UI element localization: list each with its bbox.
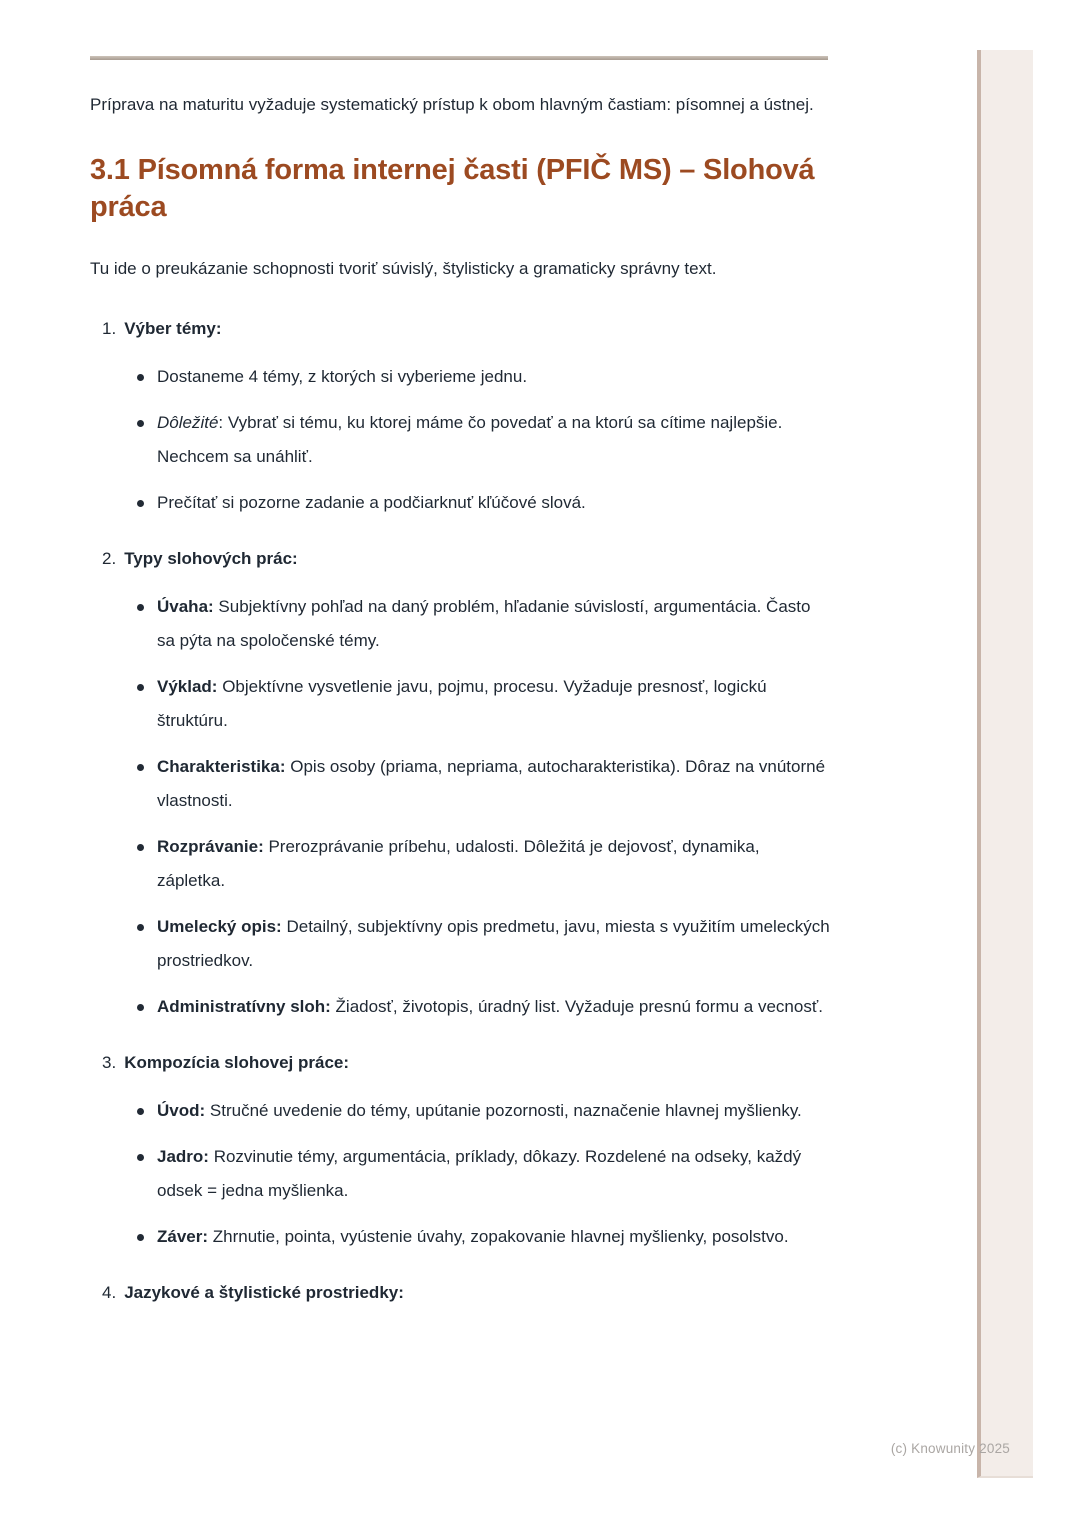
bullet-lead: Charakteristika: bbox=[157, 757, 286, 776]
bullet-text: Výklad: Objektívne vysvetlenie javu, pojmu, procesu. Vyžaduje presnosť, logickú štruktúru. bbox=[157, 677, 767, 730]
bullet-text: Úvod: Stručné uvedenie do témy, upútanie pozornosti, naznačenie hlavnej myšlienky. bbox=[157, 1101, 802, 1120]
bullet-list bbox=[90, 360, 831, 520]
list-item bbox=[90, 990, 831, 1024]
bullet-lead: Úvaha: bbox=[157, 597, 214, 616]
bullet-icon bbox=[137, 1108, 144, 1115]
bullet-icon bbox=[137, 1234, 144, 1241]
numbered-item bbox=[90, 1276, 831, 1310]
list-item bbox=[90, 360, 831, 394]
list-item bbox=[90, 1140, 831, 1208]
bullet-lead: Úvod: bbox=[157, 1101, 206, 1120]
numbered-item-header bbox=[90, 1046, 831, 1080]
list-item bbox=[90, 590, 831, 658]
bullet-lead: Umelecký opis: bbox=[157, 917, 282, 936]
bullet-icon bbox=[137, 500, 144, 507]
numbered-item bbox=[90, 1046, 831, 1254]
list-number: 1. bbox=[102, 319, 117, 338]
bullet-icon bbox=[137, 1154, 144, 1161]
bullet-icon bbox=[137, 684, 144, 691]
bullet-lead: Jadro: bbox=[157, 1147, 209, 1166]
section-description: Tu ide o preukázanie schopnosti tvoriť súvislý, štylisticky a gramaticky správny text. bbox=[90, 259, 717, 278]
bullet-list bbox=[90, 590, 831, 1024]
document-page bbox=[90, 56, 831, 1310]
watermark: (c) Knowunity 2025 bbox=[890, 1441, 1010, 1456]
list-item bbox=[90, 1094, 831, 1128]
top-divider bbox=[90, 56, 828, 60]
list-item bbox=[90, 1220, 831, 1254]
bullet-text: Úvaha: Subjektívny pohľad na daný problém, hľadanie súvislostí, argumentácia. Často sa pýta na spoločenské témy. bbox=[157, 597, 811, 650]
bullet-icon bbox=[137, 420, 144, 427]
list-item bbox=[90, 670, 831, 738]
numbered-item-header bbox=[90, 542, 831, 576]
bullet-text: Záver: Zhrnutie, pointa, vyústenie úvahy, zopakovanie hlavnej myšlienky, posolstvo. bbox=[157, 1227, 789, 1246]
bullet-text: Dôležité: Vybrať si tému, ku ktorej máme čo povedať a na ktorú sa cítime najlepšie. Nechcem sa unáhliť. bbox=[157, 413, 783, 466]
bullet-icon bbox=[137, 924, 144, 931]
bullet-icon bbox=[137, 764, 144, 771]
numbered-item bbox=[90, 542, 831, 1024]
list-item bbox=[90, 486, 831, 520]
list-item-title: Typy slohových prác: bbox=[124, 549, 298, 568]
list-item bbox=[90, 910, 831, 978]
list-number: 3. bbox=[102, 1053, 117, 1072]
bullet-icon bbox=[137, 844, 144, 851]
bullet-lead: Záver: bbox=[157, 1227, 209, 1246]
page-edge-strip bbox=[977, 50, 1033, 1478]
bullet-text: Rozprávanie: Prerozprávanie príbehu, udalosti. Dôležitá je dejovosť, dynamika, zápletka. bbox=[157, 837, 760, 890]
numbered-item-header bbox=[90, 1276, 831, 1310]
bullet-lead: Rozprávanie: bbox=[157, 837, 264, 856]
numbered-list bbox=[90, 312, 831, 1310]
list-item-title: Kompozícia slohovej práce: bbox=[124, 1053, 350, 1072]
bullet-lead: Administratívny sloh: bbox=[157, 997, 331, 1016]
list-item bbox=[90, 750, 831, 818]
bullet-icon bbox=[137, 1004, 144, 1011]
bullet-list bbox=[90, 1094, 831, 1254]
list-item bbox=[90, 830, 831, 898]
bullet-lead: Výklad: bbox=[157, 677, 218, 696]
bullet-text: Umelecký opis: Detailný, subjektívny opis predmetu, javu, miesta s využitím umeleckých prostriedkov. bbox=[157, 917, 830, 970]
list-item bbox=[90, 406, 831, 474]
bullet-text: Prečítať si pozorne zadanie a podčiarknuť kľúčové slová. bbox=[157, 493, 586, 512]
bullet-text: Jadro: Rozvinutie témy, argumentácia, príklady, dôkazy. Rozdelené na odseky, každý odsek = jedna myšlienka. bbox=[157, 1147, 802, 1200]
bullet-text: Administratívny sloh: Žiadosť, životopis, úradný list. Vyžaduje presnú formu a vecnosť. bbox=[157, 997, 823, 1016]
list-item-title: Jazykové a štylistické prostriedky: bbox=[124, 1283, 404, 1302]
bullet-icon bbox=[137, 374, 144, 381]
bullet-lead: Dôležité bbox=[157, 413, 219, 432]
list-number: 2. bbox=[102, 549, 117, 568]
bullet-text: Charakteristika: Opis osoby (priama, nepriama, autocharakteristika). Dôraz na vnútorné vlastnosti. bbox=[157, 757, 826, 810]
numbered-item bbox=[90, 312, 831, 520]
list-number: 4. bbox=[102, 1283, 117, 1302]
numbered-item-header bbox=[90, 312, 831, 346]
bullet-text: Dostaneme 4 témy, z ktorých si vyberieme jednu. bbox=[157, 367, 528, 386]
intro-paragraph: Príprava na maturitu vyžaduje systematický prístup k obom hlavným častiam: písomnej a ústnej. bbox=[90, 95, 814, 114]
bullet-icon bbox=[137, 604, 144, 611]
section-heading: 3.1 Písomná forma internej časti (PFIČ MS) – Slohová práca bbox=[90, 154, 815, 223]
list-item-title: Výber témy: bbox=[124, 319, 222, 338]
